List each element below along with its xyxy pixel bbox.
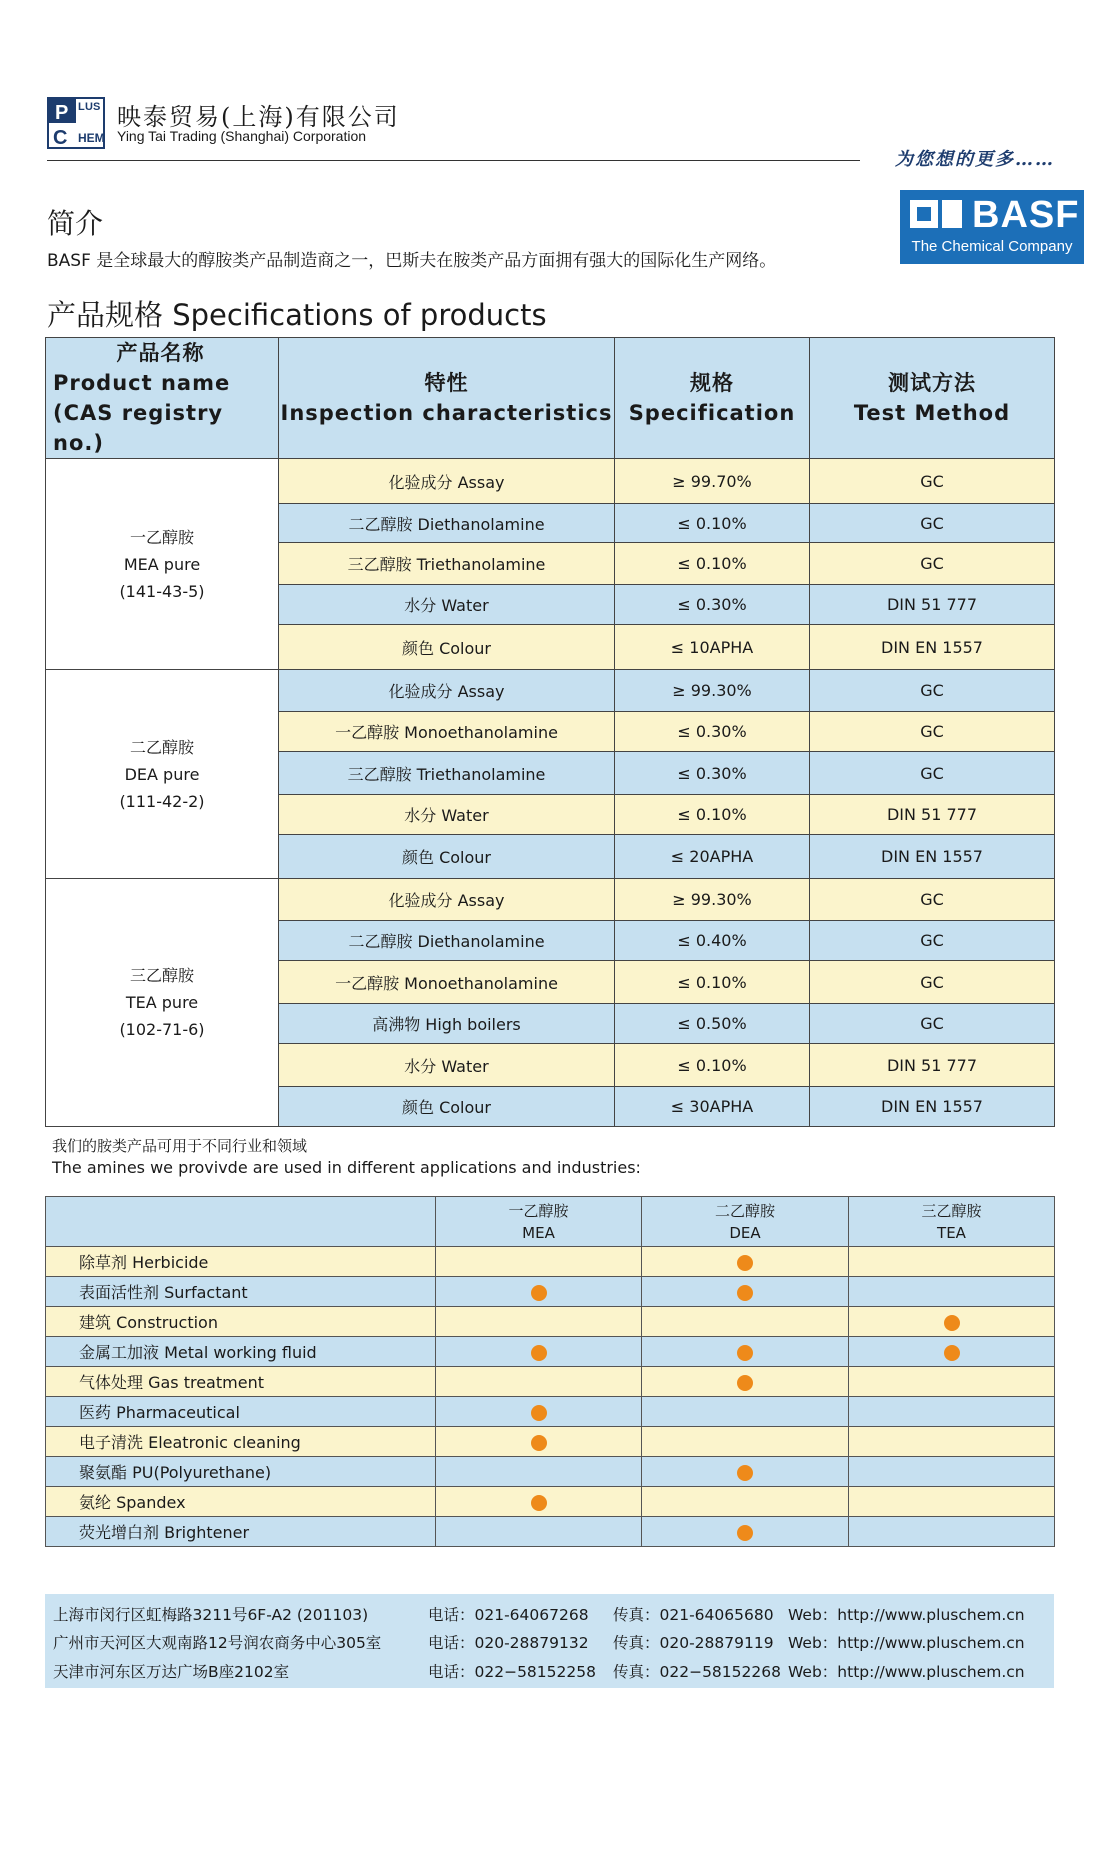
spec-value: ≥ 99.70% [615, 459, 810, 504]
test-method: GC [810, 712, 1055, 752]
spec-value: ≤ 0.40% [615, 921, 810, 961]
fax: 传真：021-64065680 [613, 1606, 774, 1624]
slogan: 为您想的更多…… [895, 149, 1055, 170]
spec-value: ≤ 20APHA [615, 835, 810, 879]
product-cas: (111-42-2) [119, 791, 205, 811]
product-name-en: TEA pure [125, 993, 199, 1012]
application-row [46, 1487, 1055, 1517]
applicable-marker-icon [944, 1345, 960, 1361]
column-cn: 二乙醇胺 [714, 1201, 775, 1220]
svg-text:C: C [53, 127, 68, 149]
header-spec-cn: 规格 [690, 371, 734, 395]
spec-value: ≤ 0.50% [615, 1004, 810, 1044]
applications-table [45, 1196, 1055, 1547]
header-char-cn: 特性 [424, 371, 469, 395]
header-specification [615, 338, 810, 459]
characteristic: 颜色 Colour [279, 625, 615, 670]
website-link[interactable]: Web：http://www.pluschem.cn [788, 1634, 1025, 1652]
test-method: GC [810, 879, 1055, 921]
application-mark-cell [436, 1487, 642, 1517]
table-row [46, 459, 1055, 504]
application-mark-cell [436, 1397, 642, 1427]
applicable-marker-icon [944, 1315, 960, 1331]
product-cell-dea [46, 670, 279, 879]
characteristic: 高沸物 High boilers [279, 1004, 615, 1044]
spec-value: ≥ 99.30% [615, 670, 810, 712]
phone: 电话：021-64067268 [428, 1606, 589, 1624]
application-label: 医药 Pharmaceutical [46, 1397, 436, 1427]
intro-title: 简介 [47, 207, 104, 240]
column-cn: 三乙醇胺 [921, 1201, 982, 1220]
address: 天津市河东区万达广场B座2102室 [53, 1663, 290, 1681]
application-row [46, 1247, 1055, 1277]
spec-value: ≤ 0.10% [615, 504, 810, 543]
table-row [46, 670, 1055, 712]
test-method: DIN 51 777 [810, 1044, 1055, 1087]
application-mark-cell [849, 1427, 1055, 1457]
applicable-marker-icon [737, 1255, 753, 1271]
basf-wordmark: BASF [972, 194, 1080, 236]
application-row [46, 1307, 1055, 1337]
header-divider [47, 160, 860, 161]
application-row [46, 1367, 1055, 1397]
application-mark-cell [642, 1307, 849, 1337]
phone: 电话：022−58152258 [428, 1663, 596, 1681]
application-mark-cell [642, 1337, 849, 1367]
application-label: 金属工加液 Metal working fluid [46, 1337, 436, 1367]
applicable-marker-icon [531, 1495, 547, 1511]
applicable-marker-icon [531, 1435, 547, 1451]
application-label: 建筑 Construction [46, 1307, 436, 1337]
spec-value: ≤ 0.30% [615, 585, 810, 625]
applicable-marker-icon [737, 1375, 753, 1391]
header-characteristics [279, 338, 615, 459]
header-product-en: Product name [53, 371, 231, 395]
applicable-marker-icon [531, 1345, 547, 1361]
applicable-marker-icon [737, 1465, 753, 1481]
characteristic: 水分 Water [279, 1044, 615, 1087]
characteristic: 一乙醇胺 Monoethanolamine [279, 712, 615, 752]
spec-value: ≤ 0.10% [615, 795, 810, 835]
applications-header-blank [46, 1197, 436, 1247]
contact-footer [45, 1594, 1054, 1688]
applications-rows [46, 1247, 1055, 1547]
column-en: DEA [729, 1223, 761, 1242]
applications-intro-en: The amines we provivde are used in different applications and industries: [52, 1158, 641, 1177]
test-method: DIN EN 1557 [810, 1087, 1055, 1127]
application-label: 表面活性剂 Surfactant [46, 1277, 436, 1307]
application-row [46, 1427, 1055, 1457]
header-method-en: Test Method [853, 401, 1011, 425]
application-mark-cell [642, 1247, 849, 1277]
header-product-cn: 产品名称 [116, 341, 205, 365]
test-method: DIN EN 1557 [810, 835, 1055, 879]
application-mark-cell [436, 1367, 642, 1397]
spec-value: ≤ 0.30% [615, 752, 810, 795]
column-cn: 一乙醇胺 [508, 1201, 569, 1220]
product-cas: (141-43-5) [119, 581, 205, 601]
address: 广州市天河区大观南路12号润农商务中心305室 [53, 1634, 382, 1652]
company-name-cn: 映泰贸易(上海)有限公司 [117, 103, 400, 131]
application-mark-cell [849, 1487, 1055, 1517]
application-mark-cell [849, 1457, 1055, 1487]
applications-intro-cn: 我们的胺类产品可用于不同行业和领域 [52, 1137, 308, 1155]
application-row [46, 1337, 1055, 1367]
spec-value: ≥ 99.30% [615, 879, 810, 921]
characteristic: 三乙醇胺 Triethanolamine [279, 543, 615, 585]
fax: 传真：020-28879119 [613, 1634, 774, 1652]
column-en: MEA [522, 1223, 555, 1242]
column-header-mea [436, 1197, 642, 1247]
application-row [46, 1277, 1055, 1307]
basf-logo [900, 190, 1084, 264]
company-name-en: Ying Tai Trading (Shanghai) Corporation [117, 128, 367, 144]
application-mark-cell [436, 1247, 642, 1277]
product-name-cn: 三乙醇胺 [129, 966, 194, 985]
svg-text:L: L [78, 101, 85, 113]
characteristic: 二乙醇胺 Diethanolamine [279, 504, 615, 543]
product-cell-mea [46, 459, 279, 670]
intro-text: BASF 是全球最大的醇胺类产品制造商之一，巴斯夫在胺类产品方面拥有强大的国际化生产网络。 [47, 251, 777, 271]
application-mark-cell [849, 1337, 1055, 1367]
table-row [46, 879, 1055, 921]
applications-header-row [46, 1197, 1055, 1247]
column-en: TEA [937, 1223, 966, 1242]
basf-tagline: The Chemical Company [911, 238, 1073, 255]
application-mark-cell [642, 1427, 849, 1457]
application-row [46, 1517, 1055, 1547]
application-label: 荧光增白剂 Brightener [46, 1517, 436, 1547]
application-mark-cell [436, 1277, 642, 1307]
application-label: 聚氨酯 PU(Polyurethane) [46, 1457, 436, 1487]
application-row [46, 1397, 1055, 1427]
test-method: DIN 51 777 [810, 795, 1055, 835]
spec-value: ≤ 30APHA [615, 1087, 810, 1127]
column-header-dea [642, 1197, 849, 1247]
product-name-cn: 一乙醇胺 [129, 527, 194, 547]
spec-value: ≤ 0.30% [615, 712, 810, 752]
fax: 传真：022−58152268 [613, 1663, 781, 1681]
application-mark-cell [642, 1367, 849, 1397]
product-name-en: DEA pure [124, 764, 200, 784]
svg-text:US: US [85, 101, 101, 113]
applicable-marker-icon [737, 1345, 753, 1361]
product-name-en: MEA pure [123, 554, 201, 574]
test-method: DIN 51 777 [810, 585, 1055, 625]
characteristic: 水分 Water [279, 585, 615, 625]
applicable-marker-icon [737, 1525, 753, 1541]
spec-value: ≤ 0.10% [615, 543, 810, 585]
applicable-marker-icon [737, 1285, 753, 1301]
header-product-cas: (CAS registry no.) [53, 401, 224, 455]
column-header-tea [849, 1197, 1055, 1247]
application-mark-cell [436, 1307, 642, 1337]
spec-title: 产品规格 Specifications of products [47, 298, 547, 332]
basf-square-icon [910, 200, 938, 228]
header-char-en: Inspection characteristics [280, 401, 613, 425]
characteristic: 化验成分 Assay [279, 670, 615, 712]
svg-text:P: P [55, 102, 69, 124]
spec-value: ≤ 0.10% [615, 961, 810, 1004]
application-mark-cell [436, 1337, 642, 1367]
specifications-table [45, 337, 1055, 1127]
application-mark-cell [849, 1247, 1055, 1277]
characteristic: 水分 Water [279, 795, 615, 835]
header-method-cn: 测试方法 [888, 371, 976, 395]
application-mark-cell [849, 1277, 1055, 1307]
application-label: 气体处理 Gas treatment [46, 1367, 436, 1397]
application-mark-cell [642, 1517, 849, 1547]
header-product [46, 338, 279, 459]
address: 上海市闵行区虹梅路3211号6F-A2 (201103) [53, 1606, 369, 1624]
characteristic: 二乙醇胺 Diethanolamine [279, 921, 615, 961]
applicable-marker-icon [531, 1285, 547, 1301]
application-mark-cell [436, 1427, 642, 1457]
pluschem-logo [47, 97, 105, 149]
website-link[interactable]: Web：http://www.pluschem.cn [788, 1606, 1025, 1624]
product-cell-tea [46, 879, 279, 1127]
basf-square-icon-2 [942, 200, 962, 228]
characteristic: 化验成分 Assay [279, 879, 615, 921]
website-link[interactable]: Web：http://www.pluschem.cn [788, 1663, 1025, 1681]
application-mark-cell [436, 1517, 642, 1547]
phone: 电话：020-28879132 [428, 1634, 589, 1652]
test-method: GC [810, 459, 1055, 504]
application-row [46, 1457, 1055, 1487]
application-mark-cell [849, 1397, 1055, 1427]
test-method: GC [810, 961, 1055, 1004]
application-mark-cell [642, 1487, 849, 1517]
application-mark-cell [642, 1277, 849, 1307]
application-mark-cell [436, 1457, 642, 1487]
test-method: GC [810, 504, 1055, 543]
test-method: GC [810, 752, 1055, 795]
test-method: GC [810, 1004, 1055, 1044]
application-mark-cell [849, 1307, 1055, 1337]
application-label: 氨纶 Spandex [46, 1487, 436, 1517]
application-mark-cell [849, 1367, 1055, 1397]
application-mark-cell [642, 1457, 849, 1487]
header-spec-en: Specification [628, 401, 796, 425]
application-mark-cell [642, 1397, 849, 1427]
test-method: GC [810, 670, 1055, 712]
spec-value: ≤ 10APHA [615, 625, 810, 670]
application-label: 除草剂 Herbicide [46, 1247, 436, 1277]
spec-header-row [46, 338, 1055, 459]
characteristic: 化验成分 Assay [279, 459, 615, 504]
test-method: GC [810, 921, 1055, 961]
product-name-cn: 二乙醇胺 [129, 737, 194, 757]
test-method: DIN EN 1557 [810, 625, 1055, 670]
characteristic: 三乙醇胺 Triethanolamine [279, 752, 615, 795]
svg-text:HEM: HEM [78, 131, 105, 145]
header-method [810, 338, 1055, 459]
application-label: 电子清洗 Eleatronic cleaning [46, 1427, 436, 1457]
test-method: GC [810, 543, 1055, 585]
product-cas: (102-71-6) [119, 1020, 205, 1039]
applicable-marker-icon [531, 1405, 547, 1421]
pluschem-logo-mark [47, 97, 105, 149]
application-mark-cell [849, 1517, 1055, 1547]
characteristic: 一乙醇胺 Monoethanolamine [279, 961, 615, 1004]
characteristic: 颜色 Colour [279, 1087, 615, 1127]
characteristic: 颜色 Colour [279, 835, 615, 879]
spec-value: ≤ 0.10% [615, 1044, 810, 1087]
